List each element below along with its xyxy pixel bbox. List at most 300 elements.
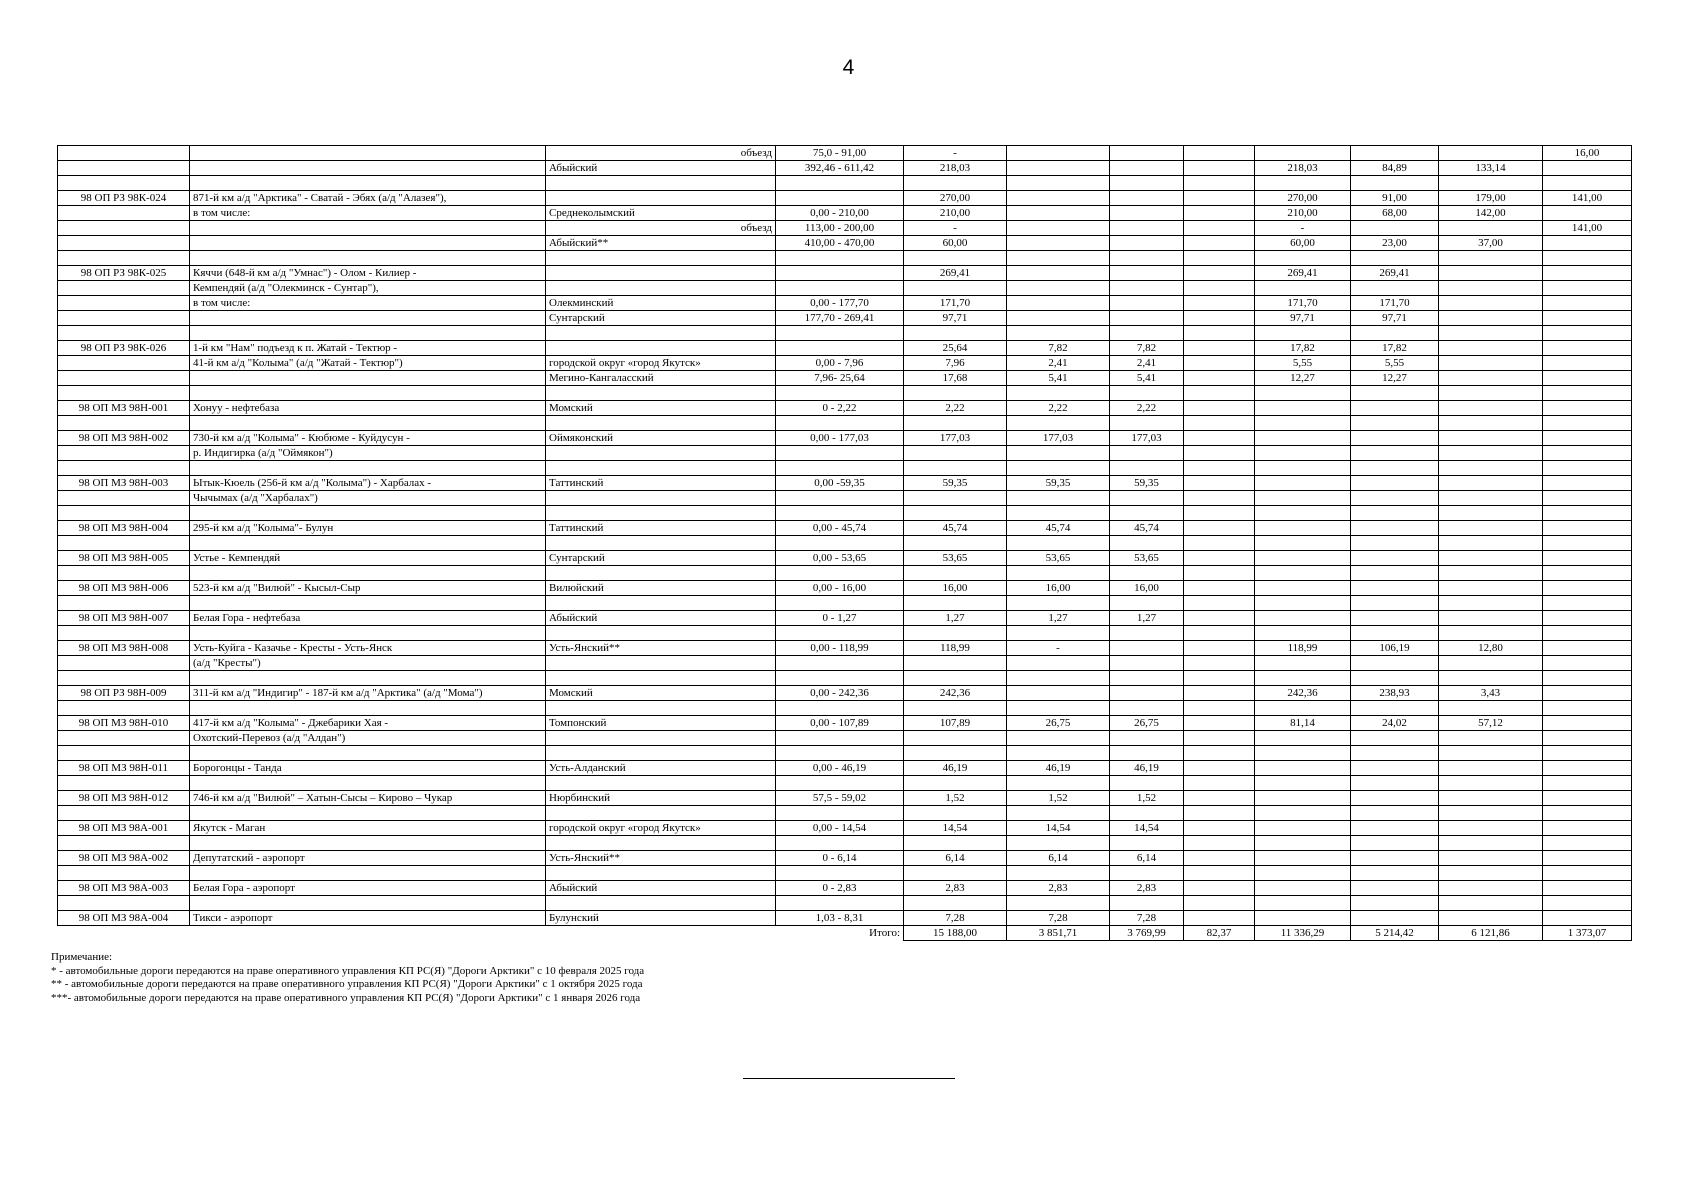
table-cell (776, 671, 904, 686)
table-cell (58, 386, 190, 401)
table-cell (190, 746, 546, 761)
table-cell: 98 ОП РЗ 98К-024 (58, 191, 190, 206)
table-cell: 0,00 - 177,03 (776, 431, 904, 446)
table-cell (1255, 836, 1351, 851)
table-cell (1439, 266, 1543, 281)
table-row (58, 431, 1632, 446)
table-cell: 177,03 (904, 431, 1007, 446)
table-cell (546, 446, 776, 461)
table-cell: 53,65 (1007, 551, 1110, 566)
table-cell: р. Индигирка (а/д "Оймякон") (190, 446, 546, 461)
table-cell (1543, 326, 1632, 341)
table-cell (1255, 896, 1351, 911)
table-cell: 6,14 (1007, 851, 1110, 866)
table-cell: 59,35 (1110, 476, 1184, 491)
table-cell (776, 281, 904, 296)
table-cell: 14,54 (904, 821, 1007, 836)
table-row (58, 671, 1632, 686)
table-cell (1439, 401, 1543, 416)
table-cell: 46,19 (1007, 761, 1110, 776)
table-cell (1184, 896, 1255, 911)
table-cell (1184, 716, 1255, 731)
table-cell (546, 251, 776, 266)
table-cell: 142,00 (1439, 206, 1543, 221)
table-cell (58, 176, 190, 191)
table-cell (1255, 476, 1351, 491)
table-cell (1184, 401, 1255, 416)
table-cell (1255, 866, 1351, 881)
table-cell: Среднеколымский (546, 206, 776, 221)
table-cell (1184, 176, 1255, 191)
table-row (58, 866, 1632, 881)
table-cell (190, 536, 546, 551)
table-cell (1543, 716, 1632, 731)
table-cell (1543, 731, 1632, 746)
table-cell (1007, 776, 1110, 791)
table-cell: Якутск - Маган (190, 821, 546, 836)
table-cell (1110, 446, 1184, 461)
table-cell: 98 ОП МЗ 98Н-003 (58, 476, 190, 491)
table-cell (1351, 416, 1439, 431)
table-cell (1255, 566, 1351, 581)
table-cell (776, 266, 904, 281)
table-cell (1439, 491, 1543, 506)
table-cell (1184, 371, 1255, 386)
table-cell (904, 281, 1007, 296)
table-cell (1543, 686, 1632, 701)
table-row (58, 191, 1632, 206)
table-cell (1255, 506, 1351, 521)
table-cell: - (1255, 221, 1351, 236)
table-cell (58, 806, 190, 821)
table-cell: 6,14 (904, 851, 1007, 866)
table-cell (190, 671, 546, 686)
table-cell (58, 356, 190, 371)
table-row (58, 896, 1632, 911)
table-cell (904, 596, 1007, 611)
table-cell (1007, 416, 1110, 431)
table-cell (1543, 761, 1632, 776)
table-cell: 7,82 (1110, 341, 1184, 356)
table-cell (1110, 536, 1184, 551)
table-cell (190, 251, 546, 266)
table-cell (1007, 236, 1110, 251)
table-cell (1007, 896, 1110, 911)
total-value: 11 336,29 (1255, 926, 1351, 941)
table-cell: 113,00 - 200,00 (776, 221, 904, 236)
note-line: ***- автомобильные дороги передаются на праве оперативного управления КП РС(Я) "Дороги Арктики" с 1 января 2026 года (51, 991, 641, 1004)
table-cell: 179,00 (1439, 191, 1543, 206)
table-cell: 14,54 (1110, 821, 1184, 836)
table-cell (1007, 746, 1110, 761)
table-cell (1543, 506, 1632, 521)
table-cell: Таттинский (546, 521, 776, 536)
table-cell (1351, 866, 1439, 881)
table-cell (1007, 311, 1110, 326)
table-cell (776, 896, 904, 911)
table-cell (1351, 776, 1439, 791)
table-cell (1110, 596, 1184, 611)
table-cell (1007, 206, 1110, 221)
table-cell: 269,41 (904, 266, 1007, 281)
table-cell (1110, 656, 1184, 671)
table-cell: 98 ОП МЗ 98А-001 (58, 821, 190, 836)
table-cell (1439, 176, 1543, 191)
table-cell (1255, 461, 1351, 476)
table-cell (1007, 806, 1110, 821)
table-cell (776, 386, 904, 401)
table-cell: Депутатский - аэропорт (190, 851, 546, 866)
table-cell: 12,27 (1351, 371, 1439, 386)
table-cell (58, 866, 190, 881)
table-cell (776, 731, 904, 746)
table-cell (904, 251, 1007, 266)
table-cell (1439, 371, 1543, 386)
table-cell (904, 746, 1007, 761)
table-cell (1543, 491, 1632, 506)
table-cell (1351, 851, 1439, 866)
table-cell (190, 701, 546, 716)
table-cell (1351, 671, 1439, 686)
table-cell (1007, 491, 1110, 506)
table-cell: 141,00 (1543, 221, 1632, 236)
table-row (58, 461, 1632, 476)
table-cell: Булунский (546, 911, 776, 926)
table-cell: 53,65 (904, 551, 1007, 566)
table-cell (1351, 386, 1439, 401)
table-cell: Устье - Кемпендяй (190, 551, 546, 566)
table-cell (1439, 701, 1543, 716)
table-row (58, 911, 1632, 926)
table-cell: 2,83 (1110, 881, 1184, 896)
table-cell (1255, 746, 1351, 761)
table-cell (1543, 476, 1632, 491)
total-value: 3 851,71 (1007, 926, 1110, 941)
table-cell: 98 ОП РЗ 98К-026 (58, 341, 190, 356)
table-cell (1184, 821, 1255, 836)
table-cell (1543, 881, 1632, 896)
table-cell (1110, 731, 1184, 746)
table-cell: Чычымах (а/д "Харбалах") (190, 491, 546, 506)
table-cell: 12,80 (1439, 641, 1543, 656)
table-row (58, 626, 1632, 641)
table-row (58, 146, 1632, 161)
table-cell (1543, 281, 1632, 296)
table-cell (1351, 896, 1439, 911)
table-cell: 0,00 - 107,89 (776, 716, 904, 731)
table-cell (1184, 221, 1255, 236)
table-cell: 141,00 (1543, 191, 1632, 206)
table-cell (776, 701, 904, 716)
table-cell (1255, 806, 1351, 821)
table-cell (1184, 626, 1255, 641)
table-cell: 0,00 - 14,54 (776, 821, 904, 836)
table-cell (1439, 671, 1543, 686)
table-cell: 5,55 (1255, 356, 1351, 371)
note-line: ** - автомобильные дороги передаются на праве оперативного управления КП РС(Я) "Дороги Арктики" с 1 октября 2025 года (51, 978, 643, 990)
table-cell: 81,14 (1255, 716, 1351, 731)
table-cell (1184, 431, 1255, 446)
table-cell (190, 416, 546, 431)
table-cell (776, 656, 904, 671)
table-cell (546, 776, 776, 791)
table-cell: Томпонский (546, 716, 776, 731)
table-cell (1439, 581, 1543, 596)
table-cell: 1,52 (904, 791, 1007, 806)
table-cell (546, 566, 776, 581)
table-cell (1184, 641, 1255, 656)
table-cell (1439, 446, 1543, 461)
table-cell (1184, 206, 1255, 221)
table-cell (1439, 296, 1543, 311)
table-cell: 98 ОП МЗ 98А-003 (58, 881, 190, 896)
table-cell (1110, 296, 1184, 311)
table-cell (58, 626, 190, 641)
table-row (58, 761, 1632, 776)
table-cell: 210,00 (1255, 206, 1351, 221)
table-cell (1439, 881, 1543, 896)
table-cell (1439, 536, 1543, 551)
total-value: 1 373,07 (1543, 926, 1632, 941)
table-cell (1351, 761, 1439, 776)
table-cell: 210,00 (904, 206, 1007, 221)
table-cell: 0,00 - 46,19 (776, 761, 904, 776)
table-cell (58, 536, 190, 551)
table-cell (776, 536, 904, 551)
table-cell (58, 236, 190, 251)
table-cell: 1,52 (1110, 791, 1184, 806)
table-cell (58, 446, 190, 461)
table-cell (1007, 281, 1110, 296)
table-row (58, 581, 1632, 596)
table-row (58, 686, 1632, 701)
total-value: 5 214,42 (1351, 926, 1439, 941)
table-cell (1255, 821, 1351, 836)
table-cell (1110, 416, 1184, 431)
table-cell: Таттинский (546, 476, 776, 491)
table-cell (190, 311, 546, 326)
table-cell: 60,00 (904, 236, 1007, 251)
table-cell (1543, 161, 1632, 176)
table-row (58, 281, 1632, 296)
table-cell: 106,19 (1351, 641, 1439, 656)
total-row (58, 926, 1632, 941)
table-cell: 98 ОП МЗ 98А-004 (58, 911, 190, 926)
table-cell (1184, 791, 1255, 806)
table-cell (1007, 221, 1110, 236)
table-cell (904, 446, 1007, 461)
table-cell (776, 626, 904, 641)
table-cell: городской округ «город Якутск» (546, 356, 776, 371)
table-cell (1184, 386, 1255, 401)
table-cell: 45,74 (904, 521, 1007, 536)
table-cell (1543, 821, 1632, 836)
table-cell (190, 806, 546, 821)
bottom-rule (743, 1078, 955, 1079)
table-cell: объезд (546, 146, 776, 161)
table-row (58, 296, 1632, 311)
table-cell: 97,71 (1351, 311, 1439, 326)
table-cell: 0,00 - 118,99 (776, 641, 904, 656)
table-cell: Вилюйский (546, 581, 776, 596)
table-cell (1255, 611, 1351, 626)
table-row (58, 491, 1632, 506)
table-cell (58, 776, 190, 791)
notes (51, 951, 644, 1005)
table-cell: 16,00 (1110, 581, 1184, 596)
table-cell (1439, 326, 1543, 341)
table-cell (1255, 551, 1351, 566)
table-cell: 26,75 (1110, 716, 1184, 731)
table-cell (1184, 341, 1255, 356)
table-cell: в том числе: (190, 206, 546, 221)
table-cell (1255, 626, 1351, 641)
table-cell (1543, 206, 1632, 221)
table-cell (1007, 386, 1110, 401)
table-cell (776, 341, 904, 356)
table-cell (546, 731, 776, 746)
table-cell: 2,22 (1007, 401, 1110, 416)
table-cell: 107,89 (904, 716, 1007, 731)
table-cell: 410,00 - 470,00 (776, 236, 904, 251)
table-cell (1255, 701, 1351, 716)
table-cell (1351, 731, 1439, 746)
table-cell (1184, 671, 1255, 686)
table-cell (58, 566, 190, 581)
table-cell (190, 506, 546, 521)
table-cell: 238,93 (1351, 686, 1439, 701)
table-cell (58, 221, 190, 236)
table-cell: 7,96 (904, 356, 1007, 371)
table-cell (1110, 386, 1184, 401)
table-cell (58, 371, 190, 386)
table-cell: 97,71 (1255, 311, 1351, 326)
table-cell (190, 866, 546, 881)
table-cell: 57,5 - 59,02 (776, 791, 904, 806)
table-cell (904, 731, 1007, 746)
table-cell (58, 746, 190, 761)
table-cell: 98 ОП РЗ 98К-025 (58, 266, 190, 281)
table-cell: 2,41 (1007, 356, 1110, 371)
table-cell (1255, 416, 1351, 431)
table-cell (190, 836, 546, 851)
table-cell: 1-й км "Нам" подъезд к п. Жатай - Тектюр - (190, 341, 546, 356)
table-cell (904, 671, 1007, 686)
table-cell: 0,00 - 53,65 (776, 551, 904, 566)
table-cell: 1,52 (1007, 791, 1110, 806)
table-cell (1184, 866, 1255, 881)
table-cell: Мегино-Кангаласский (546, 371, 776, 386)
table-cell: 98 ОП МЗ 98Н-012 (58, 791, 190, 806)
table-cell: 37,00 (1439, 236, 1543, 251)
table-cell (1255, 656, 1351, 671)
table-cell (1351, 251, 1439, 266)
table-cell (1184, 596, 1255, 611)
table-cell: городской округ «город Якутск» (546, 821, 776, 836)
table-cell: 16,00 (904, 581, 1007, 596)
table-cell: 177,03 (1007, 431, 1110, 446)
table-cell: 0 - 1,27 (776, 611, 904, 626)
table-cell (190, 776, 546, 791)
table-row (58, 401, 1632, 416)
table-cell (1543, 671, 1632, 686)
table-cell: 75,0 - 91,00 (776, 146, 904, 161)
table-cell (1351, 581, 1439, 596)
table-cell: 17,82 (1351, 341, 1439, 356)
table-cell (1007, 146, 1110, 161)
table-cell (776, 491, 904, 506)
table-cell (190, 461, 546, 476)
table-cell (1439, 611, 1543, 626)
table-cell: 98 ОП МЗ 98Н-006 (58, 581, 190, 596)
table-cell (546, 701, 776, 716)
table-cell (1184, 461, 1255, 476)
table-cell (1255, 146, 1351, 161)
table-cell: 270,00 (1255, 191, 1351, 206)
table-cell (1184, 446, 1255, 461)
table-cell (776, 866, 904, 881)
table-row (58, 356, 1632, 371)
table-cell (1439, 761, 1543, 776)
table-cell (58, 506, 190, 521)
table-cell: в том числе: (190, 296, 546, 311)
table-cell (190, 386, 546, 401)
table-row (58, 221, 1632, 236)
table-cell: Усть-Янский** (546, 641, 776, 656)
table-cell (1255, 491, 1351, 506)
table-cell (546, 836, 776, 851)
table-cell (190, 146, 546, 161)
table-cell (1255, 536, 1351, 551)
table-cell (1110, 506, 1184, 521)
table-cell: 242,36 (904, 686, 1007, 701)
table-cell: 98 ОП МЗ 98Н-004 (58, 521, 190, 536)
table-cell: - (1007, 641, 1110, 656)
table-cell: 53,65 (1110, 551, 1184, 566)
table-cell (1184, 191, 1255, 206)
table-cell (1351, 611, 1439, 626)
table-cell (1184, 506, 1255, 521)
table-cell (1110, 461, 1184, 476)
table-row (58, 416, 1632, 431)
table-cell (1439, 416, 1543, 431)
table-cell (1110, 746, 1184, 761)
table-cell (904, 776, 1007, 791)
table-cell: 0,00 -59,35 (776, 476, 904, 491)
table-cell (1543, 521, 1632, 536)
table-cell (1007, 266, 1110, 281)
table-cell: 0,00 - 242,36 (776, 686, 904, 701)
table-cell (1439, 146, 1543, 161)
table-cell (58, 281, 190, 296)
table-cell: 41-й км а/д "Колыма" (а/д "Жатай - Тектюр") (190, 356, 546, 371)
table-cell (904, 836, 1007, 851)
table-cell: 2,83 (904, 881, 1007, 896)
table-cell: (а/д "Кресты") (190, 656, 546, 671)
table-cell: 0,00 - 45,74 (776, 521, 904, 536)
table-cell: 59,35 (1007, 476, 1110, 491)
table-cell (190, 176, 546, 191)
table-cell (1110, 191, 1184, 206)
table-cell (1351, 521, 1439, 536)
table-cell: 6,14 (1110, 851, 1184, 866)
table-cell: 2,22 (904, 401, 1007, 416)
table-cell (1351, 476, 1439, 491)
table-cell (1007, 626, 1110, 641)
table-cell (1351, 596, 1439, 611)
table-cell (1110, 701, 1184, 716)
table-cell (1007, 671, 1110, 686)
